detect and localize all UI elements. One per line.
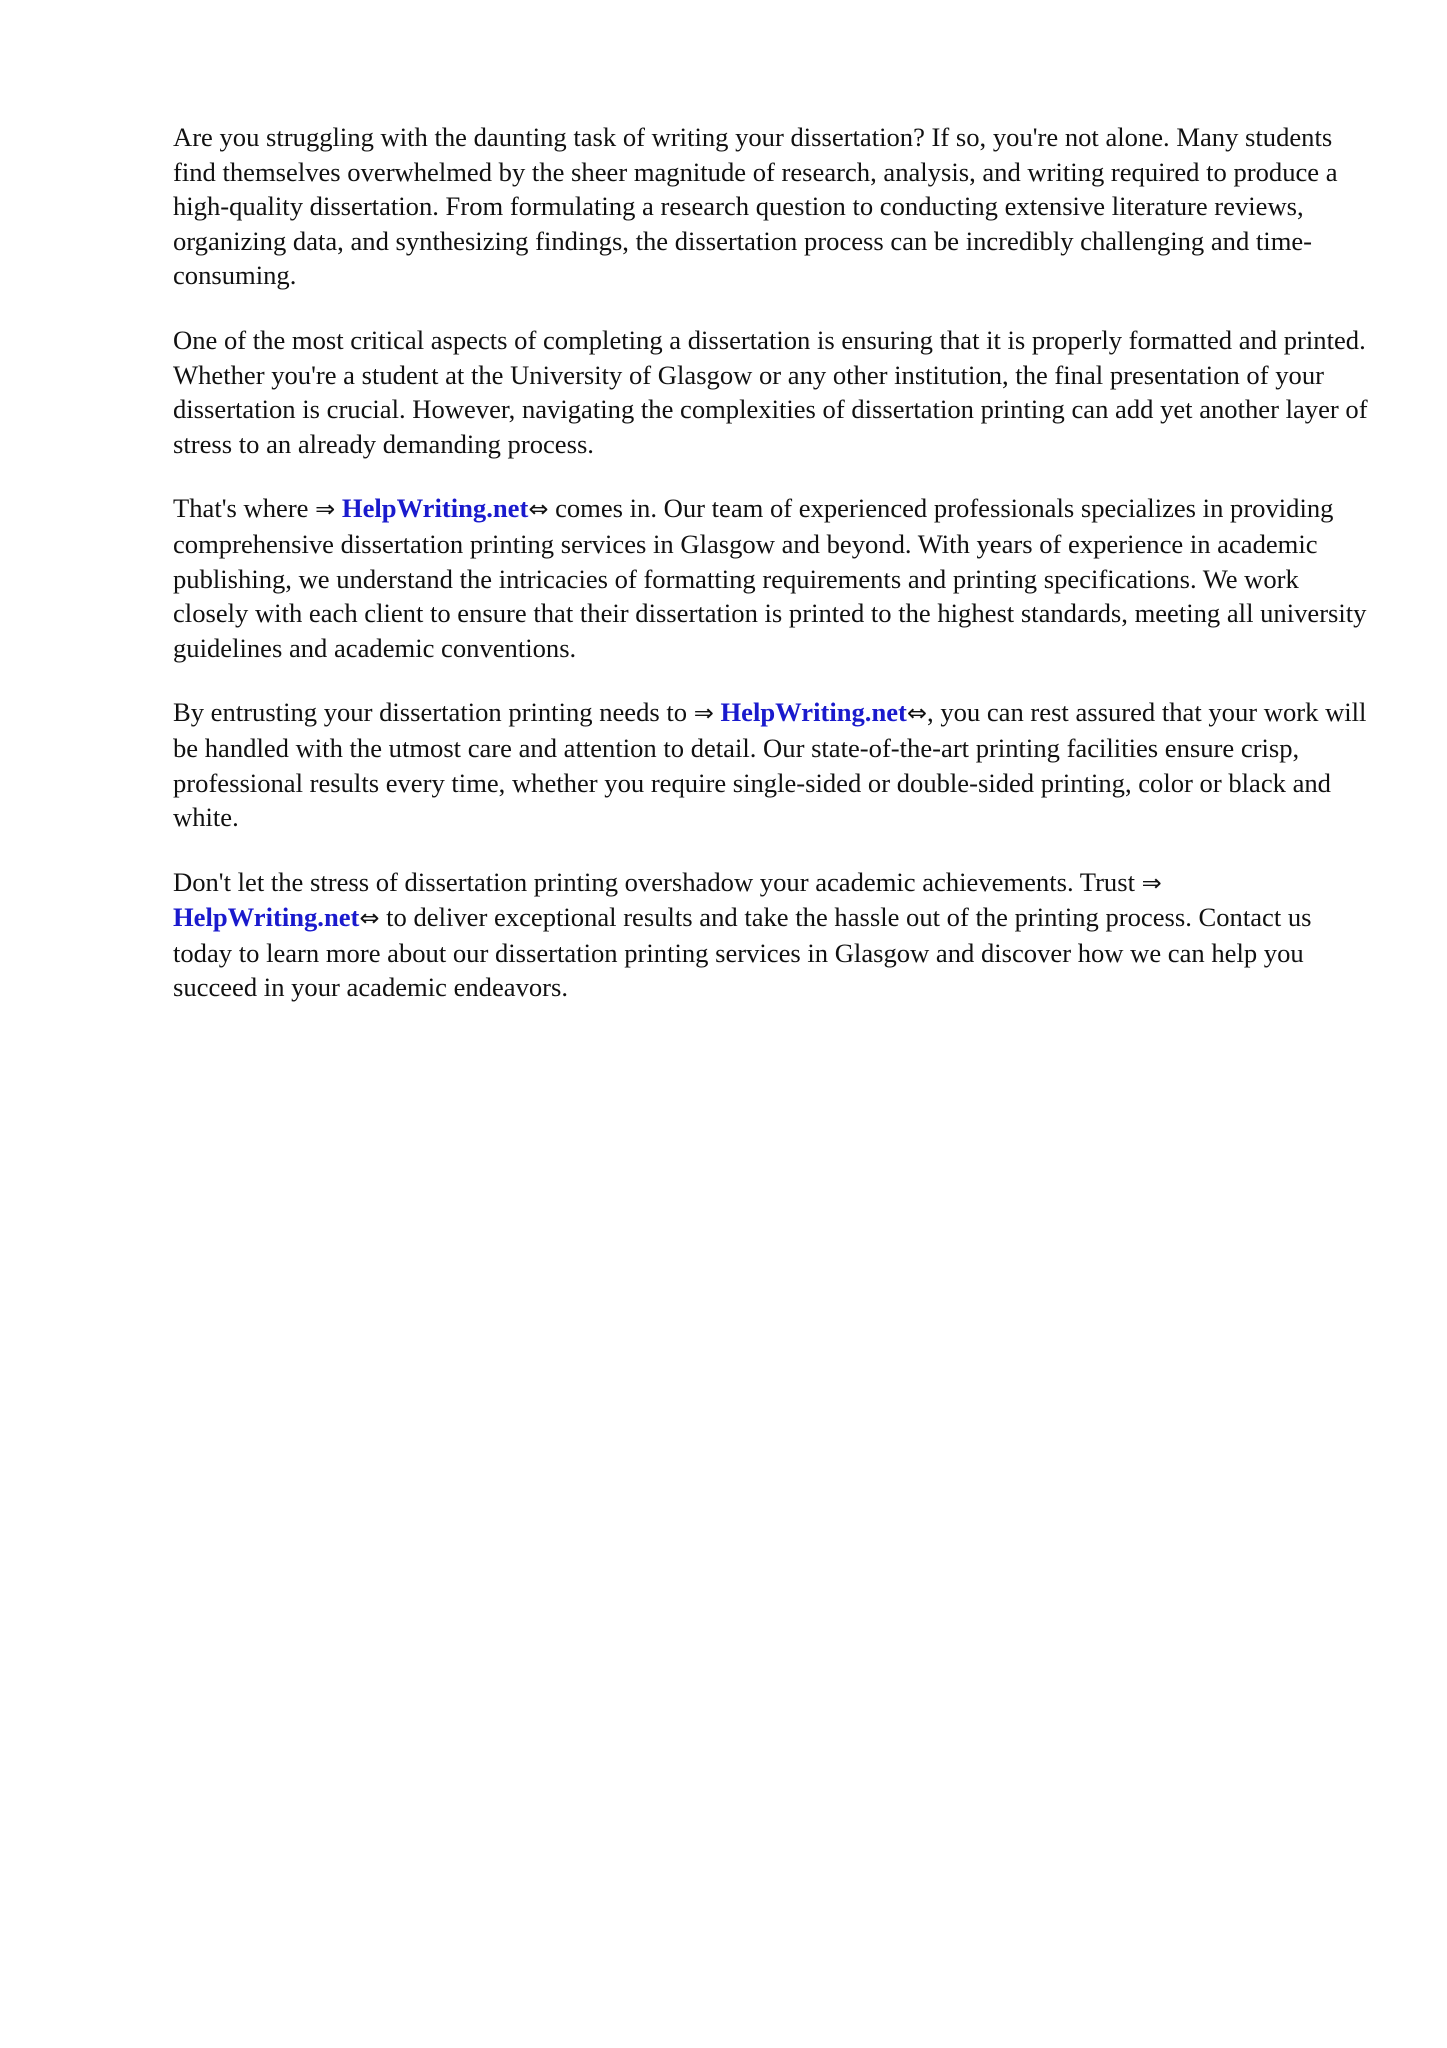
paragraph-closing-after: to deliver exceptional results and take the hassle out of the printing process. Contact us today to learn more about our dissertation printing services in Glasgow and discover how we can help you succeed in your academic endeavors.: [173, 902, 1312, 1003]
paragraph-entrust-after: , you can rest assured that your work will be handled with the utmost care and attention to detail. Our state-of-the-art printing facilities ensure crisp, professional results every time, whether you require single-sided or double-sided printing, color or black and white.: [173, 697, 1367, 833]
paragraph-intro-text: Are you struggling with the daunting task of writing your dissertation? If so, you're not alone. Many students find themselves overwhelmed by the sheer magnitude of research, analysis, and writing required to produce a high-quality dissertation. From formulating a research question to conducting extensive literature reviews, organizing data, and synthesizing findings, the dissertation process can be incredibly challenging and time-consuming.: [173, 122, 1338, 291]
paragraph-printing-text: One of the most critical aspects of completing a dissertation is ensuring that it is properly formatted and printed. Whether you're a student at the University of Glasgow or any other institution, the final presentation of your dissertation is crucial. However, navigating the complexities of dissertation printing can add yet another layer of stress to an already demanding process.: [173, 324, 1368, 459]
double-arrow-right-icon: ⇒: [1141, 868, 1162, 897]
helpwriting-link[interactable]: HelpWriting.net: [720, 697, 907, 728]
paragraph-entrust: [173, 695, 1373, 834]
paragraph-service-before: That's where: [173, 493, 316, 524]
paragraph-closing-before: Don't let the stress of dissertation printing overshadow your academic achievements. Trust: [173, 866, 1142, 897]
paragraph-entrust-before: By entrusting your dissertation printing needs to: [173, 697, 694, 728]
helpwriting-link[interactable]: HelpWriting.net: [173, 902, 360, 933]
double-arrow-both-icon: ⇔: [906, 699, 928, 728]
document-body: [173, 120, 1373, 1035]
double-arrow-both-icon: ⇔: [528, 495, 549, 524]
paragraph-service: [173, 491, 1373, 665]
double-arrow-right-icon: ⇒: [693, 699, 714, 728]
double-arrow-both-icon: ⇔: [359, 904, 380, 933]
paragraph-closing: [173, 865, 1373, 1005]
helpwriting-link[interactable]: HelpWriting.net: [341, 493, 529, 524]
paragraph-printing: [173, 323, 1373, 461]
double-arrow-right-icon: ⇒: [315, 495, 336, 524]
paragraph-service-after: comes in. Our team of experienced professionals specializes in providing comprehensive dissertation printing services in Glasgow and beyond. With years of experience in academic publishing, we understand the intricacies of formatting requirements and printing specifications. We work closely with each client to ensure that their dissertation is printed to the highest standards, meeting all university guidelines and academic conventions.: [173, 493, 1367, 663]
paragraph-intro: [173, 120, 1373, 293]
